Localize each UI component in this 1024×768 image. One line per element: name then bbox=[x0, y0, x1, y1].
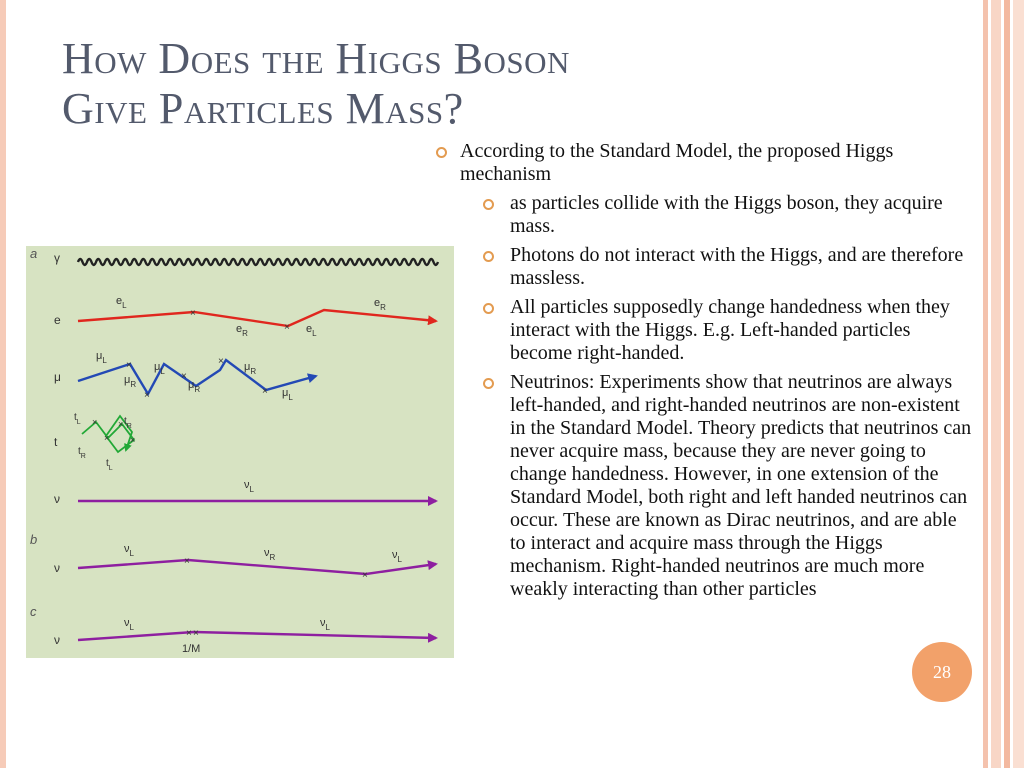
svg-text:×: × bbox=[193, 628, 199, 639]
neutrino-b-label-2: $\nu_R$ bbox=[264, 547, 276, 562]
decor-stripe bbox=[1004, 0, 1010, 768]
slide-title-line-1: How Does the Higgs Boson bbox=[62, 34, 570, 83]
neutrino-b-label-3: $\nu_L$ bbox=[392, 549, 402, 564]
decor-stripe bbox=[983, 0, 988, 768]
neutrino-c-vertex-marks bbox=[186, 628, 199, 639]
photon-wave-line bbox=[78, 259, 438, 265]
svg-text:×: × bbox=[284, 322, 290, 333]
svg-text:×: × bbox=[186, 628, 192, 639]
sub-bullet bbox=[436, 192, 976, 238]
row-label-photon: γ bbox=[54, 251, 60, 265]
muon-label-1: $\mu_L$ bbox=[96, 350, 107, 365]
bullet-marker bbox=[483, 303, 494, 314]
higgs-interaction-figure bbox=[26, 246, 454, 658]
bullet-marker bbox=[483, 251, 494, 262]
neutrino-b-path bbox=[78, 560, 436, 574]
neutrino-c-path bbox=[78, 632, 436, 640]
electron-label-eR2: $e_R$ bbox=[374, 297, 386, 312]
svg-text:×: × bbox=[190, 308, 196, 319]
svg-text:×: × bbox=[92, 417, 98, 427]
svg-text:×: × bbox=[184, 556, 190, 567]
sub-bullet bbox=[436, 244, 976, 290]
electron-label-eR1: $e_R$ bbox=[236, 323, 248, 338]
muon-label-4: $\mu_R$ bbox=[188, 379, 201, 394]
neutrino-a-label: $\nu_L$ bbox=[244, 479, 254, 494]
svg-text:×: × bbox=[126, 360, 132, 371]
electron-path bbox=[78, 310, 436, 326]
svg-text:×: × bbox=[362, 570, 368, 581]
bullet-marker bbox=[436, 147, 447, 158]
muon-label-6: $\mu_L$ bbox=[282, 387, 293, 402]
row-label-top: t bbox=[54, 435, 58, 449]
svg-text:×: × bbox=[130, 435, 136, 445]
page-number-badge: 28 bbox=[912, 642, 972, 702]
sub-bullet-text: Neutrinos: Experiments show that neutrinos are always left-handed, and right-handed neutrinos are non-existent in the Standard Model. Theory predicts that neutrinos can never acquire mass, because they are never going to change handedness. However, in one extension of the Standard Model, both right and left handed neutrinos can occur. These are known as Dirac neutrinos, and are able to interact and acquire mass through the Higgs mechanism. Right-handed neutrinos are much more weakly interacting than other particles bbox=[510, 371, 972, 600]
bullet-list bbox=[436, 140, 976, 601]
panel-label-a: a bbox=[30, 246, 38, 261]
bullet-marker bbox=[483, 378, 494, 389]
svg-text:×: × bbox=[144, 390, 150, 401]
muon-label-5: $\mu_R$ bbox=[244, 361, 257, 376]
top-label-1: $t_L$ bbox=[74, 412, 81, 426]
bullet-main-text: According to the Standard Model, the proposed Higgs mechanism bbox=[460, 140, 894, 185]
inverse-mass-label: 1/M bbox=[182, 643, 201, 655]
svg-text:×: × bbox=[104, 433, 110, 443]
electron-label-eL2: $e_L$ bbox=[306, 323, 317, 338]
row-label-neutrino-a: ν bbox=[54, 492, 60, 506]
svg-text:×: × bbox=[218, 356, 224, 367]
svg-text:×: × bbox=[181, 371, 187, 382]
neutrino-b-label-1: $\nu_L$ bbox=[124, 543, 134, 558]
figure-svg bbox=[26, 246, 454, 658]
decor-stripe bbox=[991, 0, 1001, 768]
muon-label-2: $\mu_R$ bbox=[124, 374, 137, 389]
row-label-neutrino-c: ν bbox=[54, 633, 60, 647]
neutrino-c-label-2: $\nu_L$ bbox=[320, 617, 330, 632]
svg-text:×: × bbox=[118, 419, 124, 429]
decor-left-edge bbox=[0, 0, 6, 768]
sub-bullet-text: All particles supposedly change handedness when they interact with the Higgs. E.g. Left-handed particles become right-handed. bbox=[510, 296, 950, 364]
panel-label-c: c bbox=[30, 604, 37, 619]
sub-bullet bbox=[436, 371, 976, 601]
row-label-neutrino-b: ν bbox=[54, 561, 60, 575]
bullet-main bbox=[436, 140, 976, 186]
sub-bullet bbox=[436, 296, 976, 365]
row-label-muon: μ bbox=[54, 370, 61, 384]
neutrino-b-vertex-marks bbox=[184, 556, 368, 581]
panel-label-b: b bbox=[30, 532, 38, 547]
top-label-4: $t_L$ bbox=[106, 458, 113, 472]
neutrino-c-label-1: $\nu_L$ bbox=[124, 617, 134, 632]
sub-bullet-text: as particles collide with the Higgs boson, they acquire mass. bbox=[510, 192, 943, 237]
svg-text:×: × bbox=[262, 386, 268, 397]
decor-stripe bbox=[1013, 0, 1024, 768]
slide-title bbox=[62, 34, 570, 134]
sub-bullet-text: Photons do not interact with the Higgs, and are therefore massless. bbox=[510, 244, 964, 289]
top-label-2: $t_R$ bbox=[124, 416, 132, 430]
bullet-marker bbox=[483, 199, 494, 210]
top-label-3: $t_R$ bbox=[78, 446, 86, 460]
electron-label-eL1: $e_L$ bbox=[116, 295, 127, 310]
row-label-electron: e bbox=[54, 313, 61, 327]
muon-label-3: $\mu_L$ bbox=[154, 361, 165, 376]
slide-title-line-2: Give Particles Mass? bbox=[62, 84, 464, 133]
